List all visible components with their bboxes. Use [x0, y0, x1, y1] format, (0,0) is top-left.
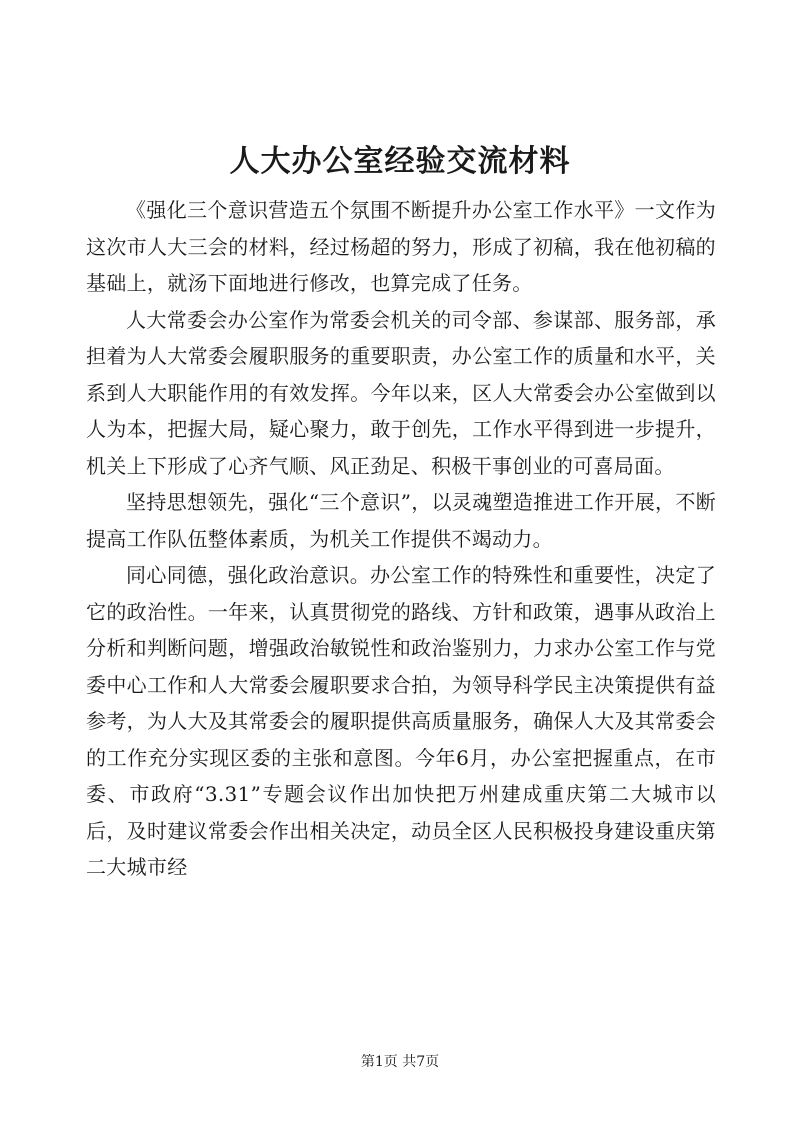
- page-footer: 第1页 共7页: [360, 1054, 440, 1070]
- document-title: 人大办公室经验交流材料: [229, 144, 571, 179]
- paragraph-1: 《强化三个意识营造五个氛围不断提升办公室工作水平》一文作为这次市人大三会的材料，经过杨超的努力，形成了初稿，我在他初稿的基础上，就汤下面地进行修改，也算完成了任务。: [86, 198, 716, 295]
- paragraph-3: 坚持思想领先，强化“三个意识”，以灵魂塑造推进工作开展，不断提高工作队伍整体素质，为机关工作提供不竭动力。: [86, 490, 716, 551]
- document-body: [86, 192, 716, 886]
- paragraph-2: 人大常委会办公室作为常委会机关的司令部、参谋部、服务部，承担着为人大常委会履职服务的重要职责，办公室工作的质量和水平，关系到人大职能作用的有效发挥。今年以来，区人大常委会办公室做到以人为本，把握大局，疑心聚力，敢于创先，工作水平得到进一步提升，机关上下形成了心齐气顺、风正劲足、积极干事创业的可喜局面。: [86, 307, 716, 478]
- paragraph-4: 同心同德，强化政治意识。办公室工作的特殊性和重要性，决定了它的政治性。一年来，认真贯彻党的路线、方针和政策，遇事从政治上分析和判断问题，增强政治敏锐性和政治鉴别力，力求办公室工作与党委中心工作和人大常委会履职要求合拍，为领导科学民主决策提供有益参考，为人大及其常委会的履职提供高质量服务，确保人大及其常委会的工作充分实现区委的主张和意图。今年6月，办公室把握重点，在市委、市政府“3.31”专题会议作出加快把万州建成重庆第二大城市以后，及时建议常委会作出相关决定，动员全区人民积极投身建设重庆第二大城市经: [86, 563, 716, 879]
